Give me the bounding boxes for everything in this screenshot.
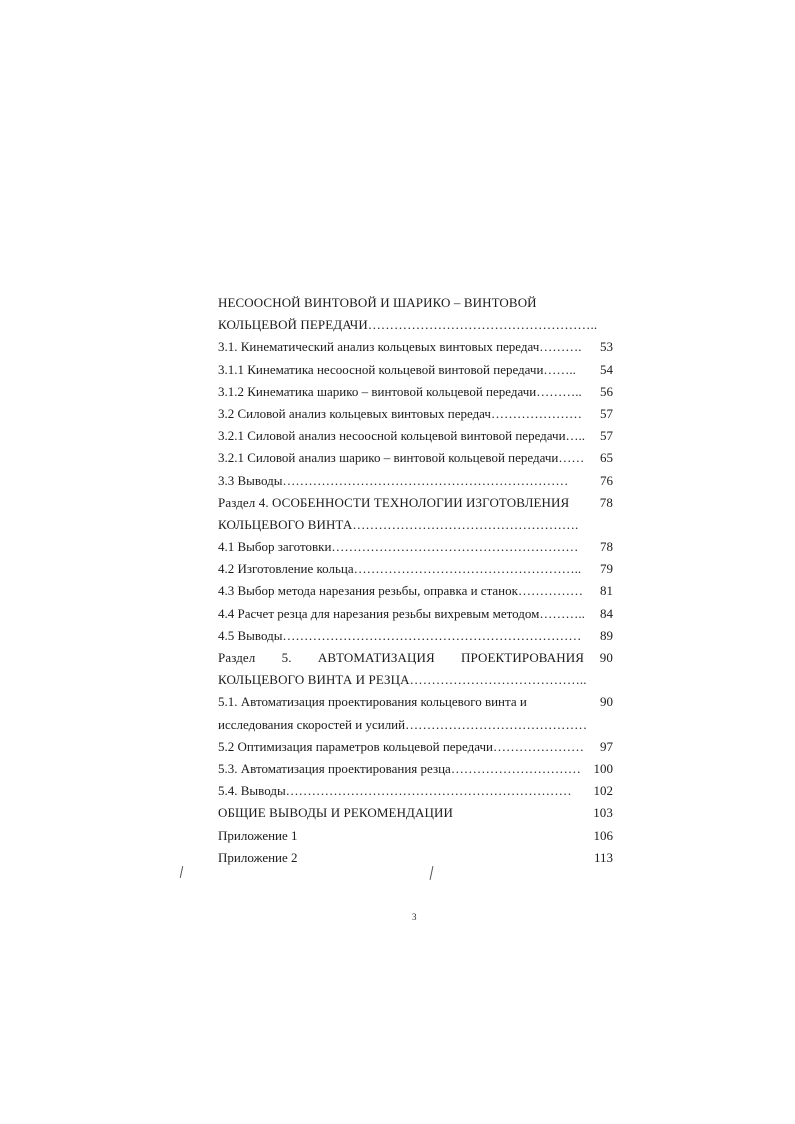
toc-row (218, 758, 613, 780)
toc-entry-page: 113 (593, 849, 613, 865)
toc-entry-text: 4.4 Расчет резца для нарезания резьбы вихревым методом……….. (218, 605, 585, 621)
toc-entry-page: 78 (600, 539, 613, 555)
toc-row (218, 447, 613, 469)
toc-entry-page: 54 (600, 361, 613, 377)
toc-entry-text: исследования скоростей и усилий…………………………………… (218, 716, 588, 732)
toc-row (218, 691, 613, 713)
toc-entry-page: 89 (600, 627, 613, 643)
toc-entry-text: КОЛЬЦЕВОЙ ПЕРЕДАЧИ…………………………………………….. (218, 317, 598, 333)
toc-entry-text: 3.1.1 Кинематика несоосной кольцевой винтовой передачи…….. (218, 361, 576, 377)
toc-row (218, 714, 613, 736)
toc-entry-page: 90 (599, 650, 613, 665)
toc-entry-text: 5.4. Выводы………………………………………………………… (218, 783, 572, 799)
toc-entry-text: Приложение 1 (218, 827, 298, 843)
toc-entry-text: 3.1.2 Кинематика шарико – винтовой кольцевой передачи……….. (218, 383, 582, 399)
toc-row (218, 847, 613, 869)
toc-entry-page: 57 (600, 428, 613, 444)
toc-entry-text: 4.2 Изготовление кольца…………………………………………….. (218, 561, 582, 577)
toc-row (218, 825, 613, 847)
toc-entry-text: 4.3 Выбор метода нарезания резьбы, оправка и станок…………… (218, 583, 583, 599)
toc-row (218, 314, 613, 336)
toc-entry-page: 90 (600, 694, 613, 710)
toc-entry-page: 56 (600, 383, 613, 399)
toc-row (218, 669, 613, 691)
toc-entry-text: 3.2.1 Силовой анализ шарико – винтовой кольцевой передачи…… (218, 450, 585, 466)
toc-entry-text: ОБЩИЕ ВЫВОДЫ И РЕКОМЕНДАЦИИ (218, 805, 453, 821)
toc-entry-text: 3.2 Силовой анализ кольцевых винтовых передач………………… (218, 405, 582, 421)
toc-entry-page: 65 (600, 450, 613, 466)
toc-row (218, 492, 613, 514)
toc-entry-text: НЕСООСНОЙ ВИНТОВОЙ И ШАРИКО – ВИНТОВОЙ (218, 295, 537, 310)
toc-row (218, 470, 613, 492)
toc-entry-page: 79 (600, 561, 613, 577)
toc-entry-text: КОЛЬЦЕВОГО ВИНТА……………………………………………. (218, 516, 579, 532)
toc-entry-text: 4.5 Выводы…………………………………………………………… (218, 627, 582, 643)
toc-entry-text: 3.3 Выводы………………………………………………………… (218, 472, 569, 488)
toc-row (218, 802, 613, 824)
toc-entry-text: КОЛЬЦЕВОГО ВИНТА И РЕЗЦА………………………………….. (218, 672, 587, 688)
toc-entry-page: 76 (600, 472, 613, 488)
toc-row (218, 292, 613, 314)
toc-row (218, 425, 613, 447)
toc-row (218, 580, 613, 602)
toc-entry-page: 102 (593, 783, 613, 799)
toc-entry-text: 4.1 Выбор заготовки………………………………………………… (218, 539, 579, 555)
toc-entry-page: 53 (600, 339, 613, 355)
toc-row (218, 780, 613, 802)
toc-entry-text: Раздел 5. АВТОМАТИЗАЦИЯ ПРОЕКТИРОВАНИЯ (218, 650, 584, 665)
page-number: 3 (412, 912, 417, 922)
toc-row (218, 603, 613, 625)
toc-entry-text: 3.2.1 Силовой анализ несоосной кольцевой винтовой передачи….. (218, 428, 586, 444)
toc-entry-text: Приложение 2 (218, 849, 298, 865)
toc-entry-text: 3.1. Кинематический анализ кольцевых винтовых передач………. (218, 339, 582, 355)
toc-entry-page: 103 (593, 805, 613, 821)
table-of-contents (218, 292, 613, 869)
toc-row (218, 536, 613, 558)
toc-row (218, 403, 613, 425)
scan-mark (180, 866, 183, 878)
toc-row (218, 558, 613, 580)
toc-entry-text: 5.3. Автоматизация проектирования резца………………………… (218, 760, 581, 776)
toc-entry-page: 97 (600, 738, 613, 754)
toc-row (218, 736, 613, 758)
toc-entry-page: 106 (593, 827, 613, 843)
toc-row (218, 625, 613, 647)
toc-entry-page: 100 (593, 760, 613, 776)
toc-row (218, 381, 613, 403)
toc-row (218, 647, 613, 669)
toc-entry-text: Раздел 4. ОСОБЕННОСТИ ТЕХНОЛОГИИ ИЗГОТОВЛЕНИЯ (218, 494, 570, 510)
toc-entry-page: 84 (600, 605, 613, 621)
toc-entry-text: 5.1. Автоматизация проектирования кольцевого винта и (218, 694, 527, 710)
toc-entry-text: 5.2 Оптимизация параметров кольцевой передачи………………… (218, 738, 585, 754)
toc-row (218, 359, 613, 381)
toc-row (218, 514, 613, 536)
toc-entry-page: 81 (600, 583, 613, 599)
toc-row (218, 336, 613, 358)
toc-entry-page: 78 (599, 494, 613, 510)
toc-entry-page: 57 (600, 405, 613, 421)
